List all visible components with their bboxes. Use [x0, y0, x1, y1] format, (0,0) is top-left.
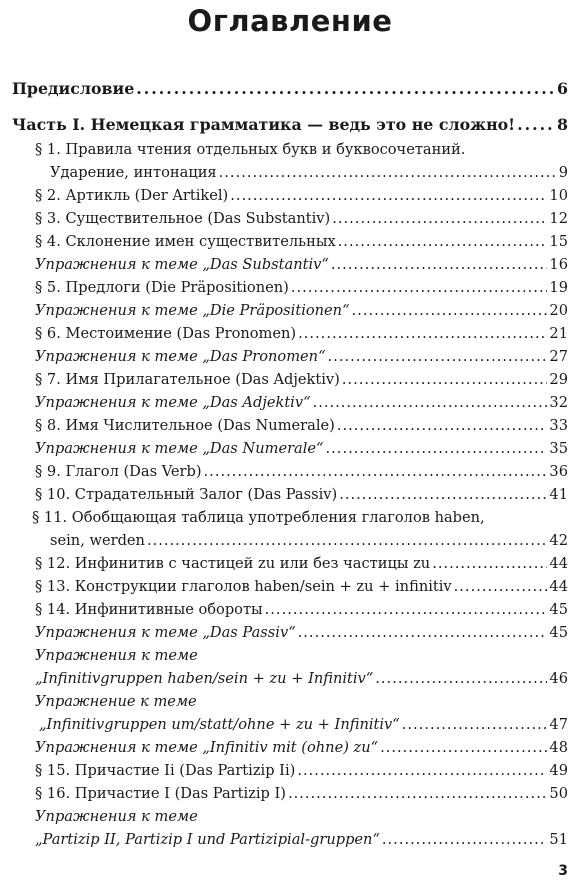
- toc-entry-section-2[interactable]: [12, 184, 568, 207]
- toc-entry-exercises-infinitiv-mit-ohne-zu[interactable]: [12, 736, 568, 759]
- toc-entry-label: § 12. Инфинитив с частицей zu или без частицы zu: [35, 555, 431, 572]
- toc-entry-label: § 6. Местоимение (Das Pronomen): [35, 325, 297, 342]
- toc-entry-label-cont: Ударение, интонация: [50, 164, 217, 181]
- toc-entry-label: Предисловие: [12, 79, 135, 98]
- toc-entry-label: Упражнения к теме „Die Präpositionen“: [35, 302, 350, 319]
- dot-leader: [288, 782, 547, 805]
- toc-entry-page: 47: [549, 716, 568, 733]
- toc-entry-section-4[interactable]: [12, 230, 568, 253]
- dot-leader: [338, 230, 548, 253]
- toc-entry-exercises-substantiv[interactable]: [12, 253, 568, 276]
- toc-entry-page: 42: [549, 532, 568, 549]
- toc-entry-label: Часть I. Немецкая грамматика — ведь это не сложно!: [12, 115, 516, 134]
- toc-entry-label: § 9. Глагол (Das Verb): [35, 463, 202, 480]
- toc-entry-label: § 1. Правила чтения отдельных букв и буквосочетаний.: [35, 141, 466, 158]
- toc-entry-page: 15: [549, 233, 568, 250]
- toc-entry-exercises-numerale[interactable]: [12, 437, 568, 460]
- toc-entry-label: § 4. Склонение имен существительных: [35, 233, 336, 250]
- toc-entry-exercises-praepositionen[interactable]: [12, 299, 568, 322]
- toc-entry-label: § 5. Предлоги (Die Präpositionen): [35, 279, 289, 296]
- toc-entry-label: Упражнения к теме „Das Numerale“: [35, 440, 324, 457]
- toc-entry-exercises-infinitivgruppen-haben-sein[interactable]: [12, 644, 568, 690]
- toc-entry-section-10[interactable]: [12, 483, 568, 506]
- toc-entry-page: 29: [549, 371, 568, 388]
- toc-entry-exercises-partizip[interactable]: [12, 805, 568, 851]
- dot-leader: [265, 598, 548, 621]
- toc-entry-page: 10: [549, 187, 568, 204]
- toc-entry-page: 41: [549, 486, 568, 503]
- toc-entry-section-11[interactable]: [12, 506, 568, 552]
- toc-entry-label: § 16. Причастие I (Das Partizip I): [35, 785, 286, 802]
- dot-leader: [204, 460, 548, 483]
- toc-entry-page: 21: [549, 325, 568, 342]
- dot-leader: [382, 828, 548, 851]
- toc-entry-section-14[interactable]: [12, 598, 568, 621]
- toc-entry-label: § 8. Имя Числительное (Das Numerale): [35, 417, 335, 434]
- toc-entry-label-cont: „Infinitivgruppen um/statt/ohne + zu + Infinitiv“: [39, 716, 400, 733]
- toc-entry-label: Упражнения к теме „Das Substantiv“: [35, 256, 329, 273]
- dot-leader: [298, 322, 547, 345]
- toc-entry-label: § 10. Страдательный Залог (Das Passiv): [35, 486, 338, 503]
- dot-leader: [375, 667, 547, 690]
- dot-leader: [454, 575, 548, 598]
- toc-entry-label: Упражнения к теме: [35, 647, 198, 664]
- toc-entry-page: 48: [549, 739, 568, 756]
- toc-entry-label: Упражнения к теме „Das Adjektiv“: [35, 394, 311, 411]
- toc-entry-label: § 11. Обобщающая таблица употребления глаголов haben,: [32, 509, 485, 526]
- dot-leader: [517, 112, 555, 138]
- toc-entry-page: 6: [557, 79, 568, 98]
- toc-entry-page: 16: [549, 256, 568, 273]
- toc-entry-section-3[interactable]: [12, 207, 568, 230]
- toc-entry-preface[interactable]: [12, 76, 568, 102]
- toc-entry-label: § 7. Имя Прилагательное (Das Adjektiv): [35, 371, 340, 388]
- toc-entry-page: 12: [549, 210, 568, 227]
- toc-entry-label-cont: sein, werden: [50, 532, 145, 549]
- toc-entry-page: 36: [549, 463, 568, 480]
- toc-entry-page: 50: [549, 785, 568, 802]
- dot-leader: [230, 184, 547, 207]
- toc-entry-label: § 3. Существительное (Das Substantiv): [35, 210, 331, 227]
- dot-leader: [136, 76, 555, 102]
- toc-entry-exercises-passiv[interactable]: [12, 621, 568, 644]
- toc-entry-section-15[interactable]: [12, 759, 568, 782]
- dot-leader: [342, 368, 548, 391]
- toc-entry-page: 27: [549, 348, 568, 365]
- toc-entry-label: § 15. Причастие Ii (Das Partizip Ii): [35, 762, 296, 779]
- dot-leader: [402, 713, 548, 736]
- toc-entry-section-9[interactable]: [12, 460, 568, 483]
- toc-entry-label: Упражнения к теме „Das Pronomen“: [35, 348, 326, 365]
- toc-entry-page: 44: [549, 578, 568, 595]
- toc-entry-exercises-pronomen[interactable]: [12, 345, 568, 368]
- dot-leader: [332, 207, 547, 230]
- dot-leader: [297, 759, 547, 782]
- toc-entry-section-1[interactable]: [12, 138, 568, 184]
- toc-entry-label: § 14. Инфинитивные обороты: [35, 601, 263, 618]
- toc-entry-page: 51: [549, 831, 568, 848]
- dot-leader: [298, 621, 548, 644]
- toc-entry-page: 45: [549, 624, 568, 641]
- toc-entry-page: 32: [549, 394, 568, 411]
- toc-entry-label: Упражнения к теме: [35, 808, 198, 825]
- toc-entry-part-1[interactable]: [12, 112, 568, 138]
- toc-entry-label: Упражнение к теме: [35, 693, 197, 710]
- toc-entry-page: 20: [549, 302, 568, 319]
- toc-entry-label: Упражнения к теме „Das Passiv“: [35, 624, 296, 641]
- page-number: 3: [558, 863, 568, 879]
- toc-entry-section-6[interactable]: [12, 322, 568, 345]
- toc-entry-section-5[interactable]: [12, 276, 568, 299]
- dot-leader: [219, 161, 557, 184]
- toc-entry-section-16[interactable]: [12, 782, 568, 805]
- toc-entry-section-12[interactable]: [12, 552, 568, 575]
- dot-leader: [326, 437, 548, 460]
- toc-entry-section-7[interactable]: [12, 368, 568, 391]
- toc-entry-page: 19: [549, 279, 568, 296]
- page-title: Оглавление: [187, 4, 393, 38]
- dot-leader: [147, 529, 547, 552]
- toc-entry-page: 8: [557, 115, 568, 134]
- dot-leader: [328, 345, 548, 368]
- dot-leader: [432, 552, 547, 575]
- toc-entry-page: 46: [549, 670, 568, 687]
- dot-leader: [337, 414, 548, 437]
- toc-entry-exercise-infinitivgruppen-um-statt-ohne[interactable]: [12, 690, 568, 736]
- toc-entry-label: Упражнения к теме „Infinitiv mit (ohne) zu“: [35, 739, 379, 756]
- toc-entry-page: 9: [558, 164, 568, 181]
- toc-entry-page: 49: [549, 762, 568, 779]
- toc-entry-section-8[interactable]: [12, 414, 568, 437]
- dot-leader: [380, 736, 547, 759]
- toc-entry-label-cont: „Partizip II, Partizip I und Partizipial-gruppen“: [35, 831, 380, 848]
- dot-leader: [313, 391, 548, 414]
- toc-entry-page: 33: [549, 417, 568, 434]
- toc-entry-page: 44: [549, 555, 568, 572]
- toc-entry-label-cont: „Infinitivgruppen haben/sein + zu + Infinitiv“: [35, 670, 374, 687]
- dot-leader: [352, 299, 548, 322]
- toc-entry-exercises-adjektiv[interactable]: [12, 391, 568, 414]
- toc-entry-label: § 13. Конструкции глаголов haben/sein + zu + infinitiv: [35, 578, 452, 595]
- toc-entry-section-13[interactable]: [12, 575, 568, 598]
- dot-leader: [339, 483, 547, 506]
- toc-entry-page: 45: [549, 601, 568, 618]
- dot-leader: [331, 253, 548, 276]
- toc-entry-label: § 2. Артикль (Der Artikel): [35, 187, 229, 204]
- dot-leader: [291, 276, 548, 299]
- table-of-contents: [12, 76, 568, 851]
- toc-entry-page: 35: [549, 440, 568, 457]
